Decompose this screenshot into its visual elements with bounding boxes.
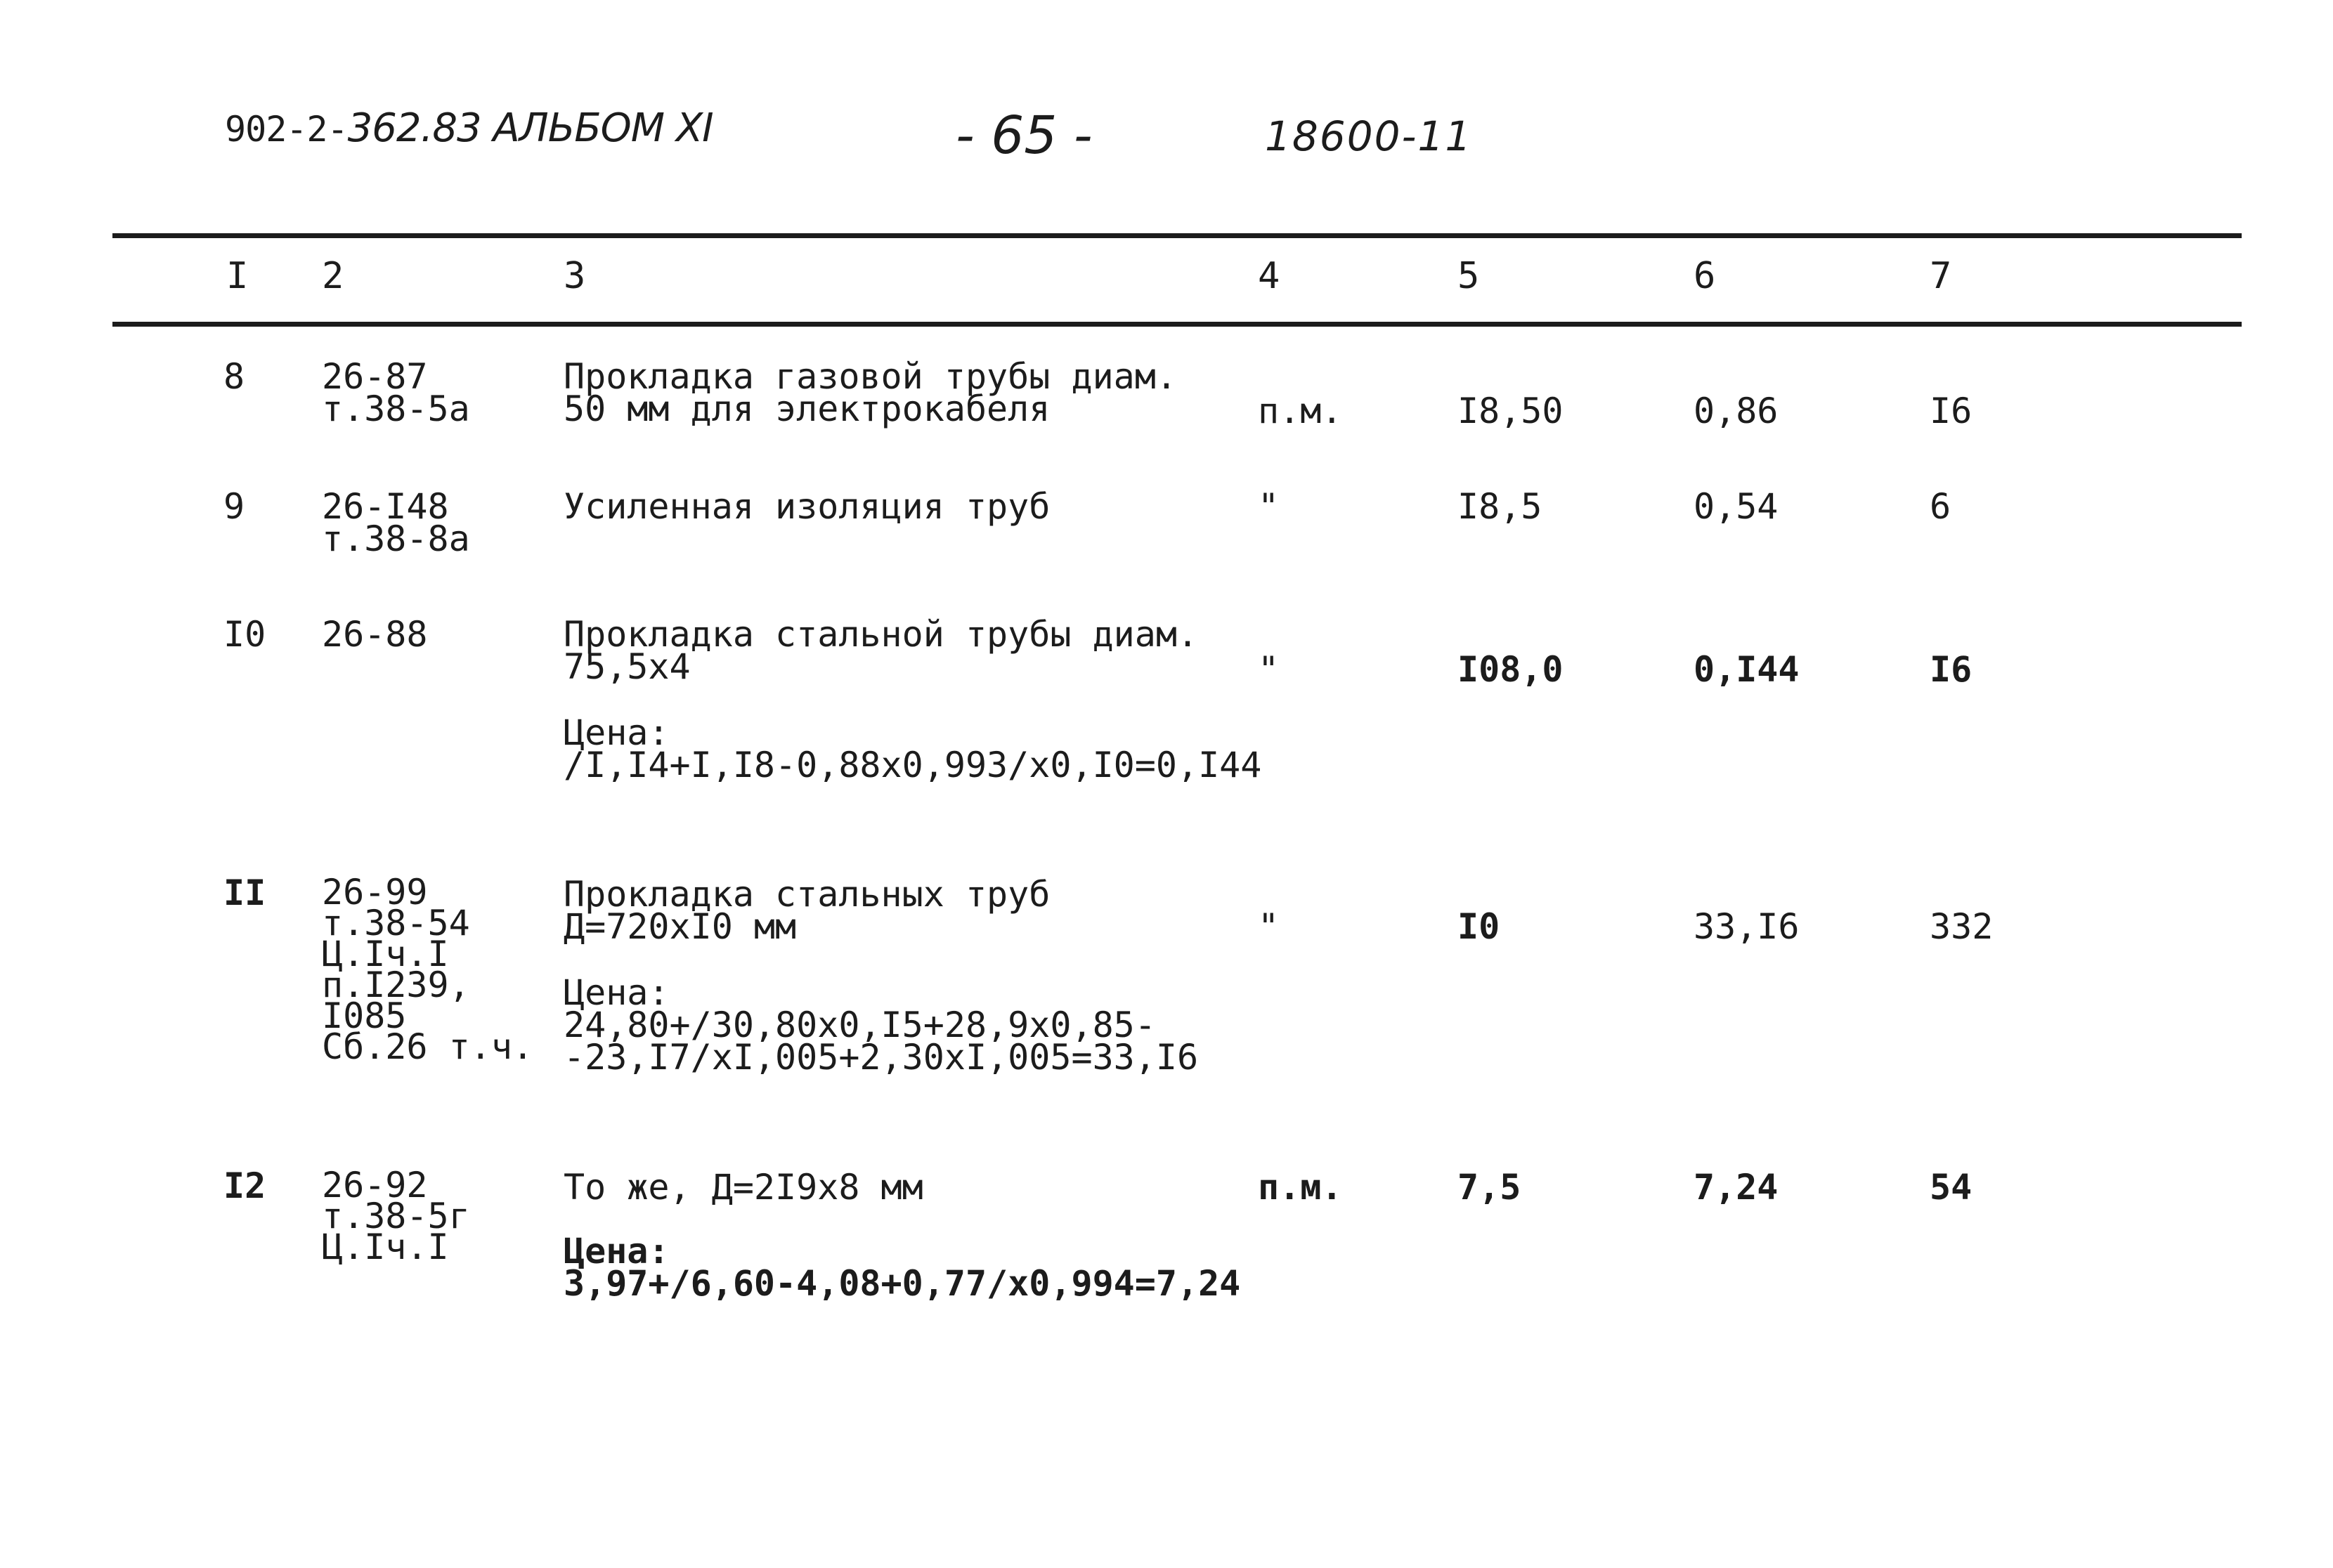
- column-header-6: 6: [1694, 255, 1716, 297]
- row-price: 0,54: [1694, 486, 1779, 527]
- row-description: Прокладка стальной трубы диам. 75,5х4: [564, 614, 1199, 687]
- row-description: Прокладка стальных труб Д=720хI0 мм: [564, 874, 1051, 947]
- page-number: - 65 -: [956, 105, 1093, 166]
- column-header-3: 3: [564, 255, 586, 297]
- row-unit: ": [1258, 906, 1280, 947]
- row-quantity: 7,5: [1457, 1167, 1521, 1208]
- document-code-handwritten: 362.83 АЛЬБОМ XI: [347, 105, 713, 151]
- document-code: [225, 105, 713, 151]
- row-total: I6: [1930, 649, 1973, 690]
- row-quantity: I8,50: [1457, 391, 1564, 431]
- row-total: 332: [1930, 906, 1994, 947]
- row-price-note: Цена: 24,80+/30,80х0,I5+28,9х0,85- -23,I7/хI,005+2,30хI,005=33,I6: [564, 972, 1199, 1078]
- row-code: 26-87 т.38-5а: [322, 356, 470, 429]
- row-number: I2: [223, 1165, 266, 1206]
- column-header-2: 2: [322, 255, 344, 297]
- row-quantity: I8,5: [1457, 486, 1542, 527]
- table-top-rule: [112, 233, 2242, 238]
- row-unit: ": [1258, 649, 1280, 690]
- row-number: II: [223, 873, 266, 913]
- column-header-5: 5: [1457, 255, 1480, 297]
- row-unit: п.м.: [1258, 391, 1343, 431]
- row-total: 54: [1930, 1167, 1973, 1208]
- row-number: I0: [223, 614, 266, 655]
- row-price: 33,I6: [1694, 906, 1800, 947]
- column-header-7: 7: [1930, 255, 1952, 297]
- column-header-4: 4: [1258, 255, 1280, 297]
- row-price-note: Цена: 3,97+/6,60-4,08+0,77/х0,994=7,24: [564, 1231, 1241, 1304]
- row-description: Прокладка газовой трубы диам. 50 мм для электрокабеля: [564, 356, 1177, 429]
- row-description: Усиленная изоляция труб: [564, 486, 1051, 527]
- column-header-1: I: [226, 255, 249, 297]
- row-total: I6: [1930, 391, 1973, 431]
- row-description: То же, Д=2I9х8 мм: [564, 1167, 923, 1208]
- row-code: 26-99 т.38-54 Ц.Iч.I п.I239, I085 Сб.26 т.ч.: [322, 872, 534, 1067]
- row-total: 6: [1930, 486, 1951, 527]
- row-code: 26-I48 т.38-8а: [322, 486, 470, 559]
- row-code: 26-88: [322, 614, 428, 655]
- row-unit: п.м.: [1258, 1167, 1343, 1208]
- row-unit: ": [1258, 486, 1280, 527]
- row-price-note: Цена: /I,I4+I,I8-0,88х0,993/х0,I0=0,I44: [564, 712, 1262, 785]
- row-quantity: I08,0: [1457, 649, 1564, 690]
- table-header-rule: [112, 322, 2242, 327]
- row-price: 7,24: [1694, 1167, 1779, 1208]
- row-code: 26-92 т.38-5г Ц.Iч.I: [322, 1165, 470, 1267]
- document-code-printed: 902-2-: [225, 109, 348, 150]
- row-number: 9: [223, 486, 245, 527]
- row-price: 0,86: [1694, 391, 1779, 431]
- row-price: 0,I44: [1694, 649, 1800, 690]
- row-number: 8: [223, 356, 245, 397]
- row-quantity: I0: [1457, 906, 1500, 947]
- document-number: 18600-11: [1265, 112, 1473, 160]
